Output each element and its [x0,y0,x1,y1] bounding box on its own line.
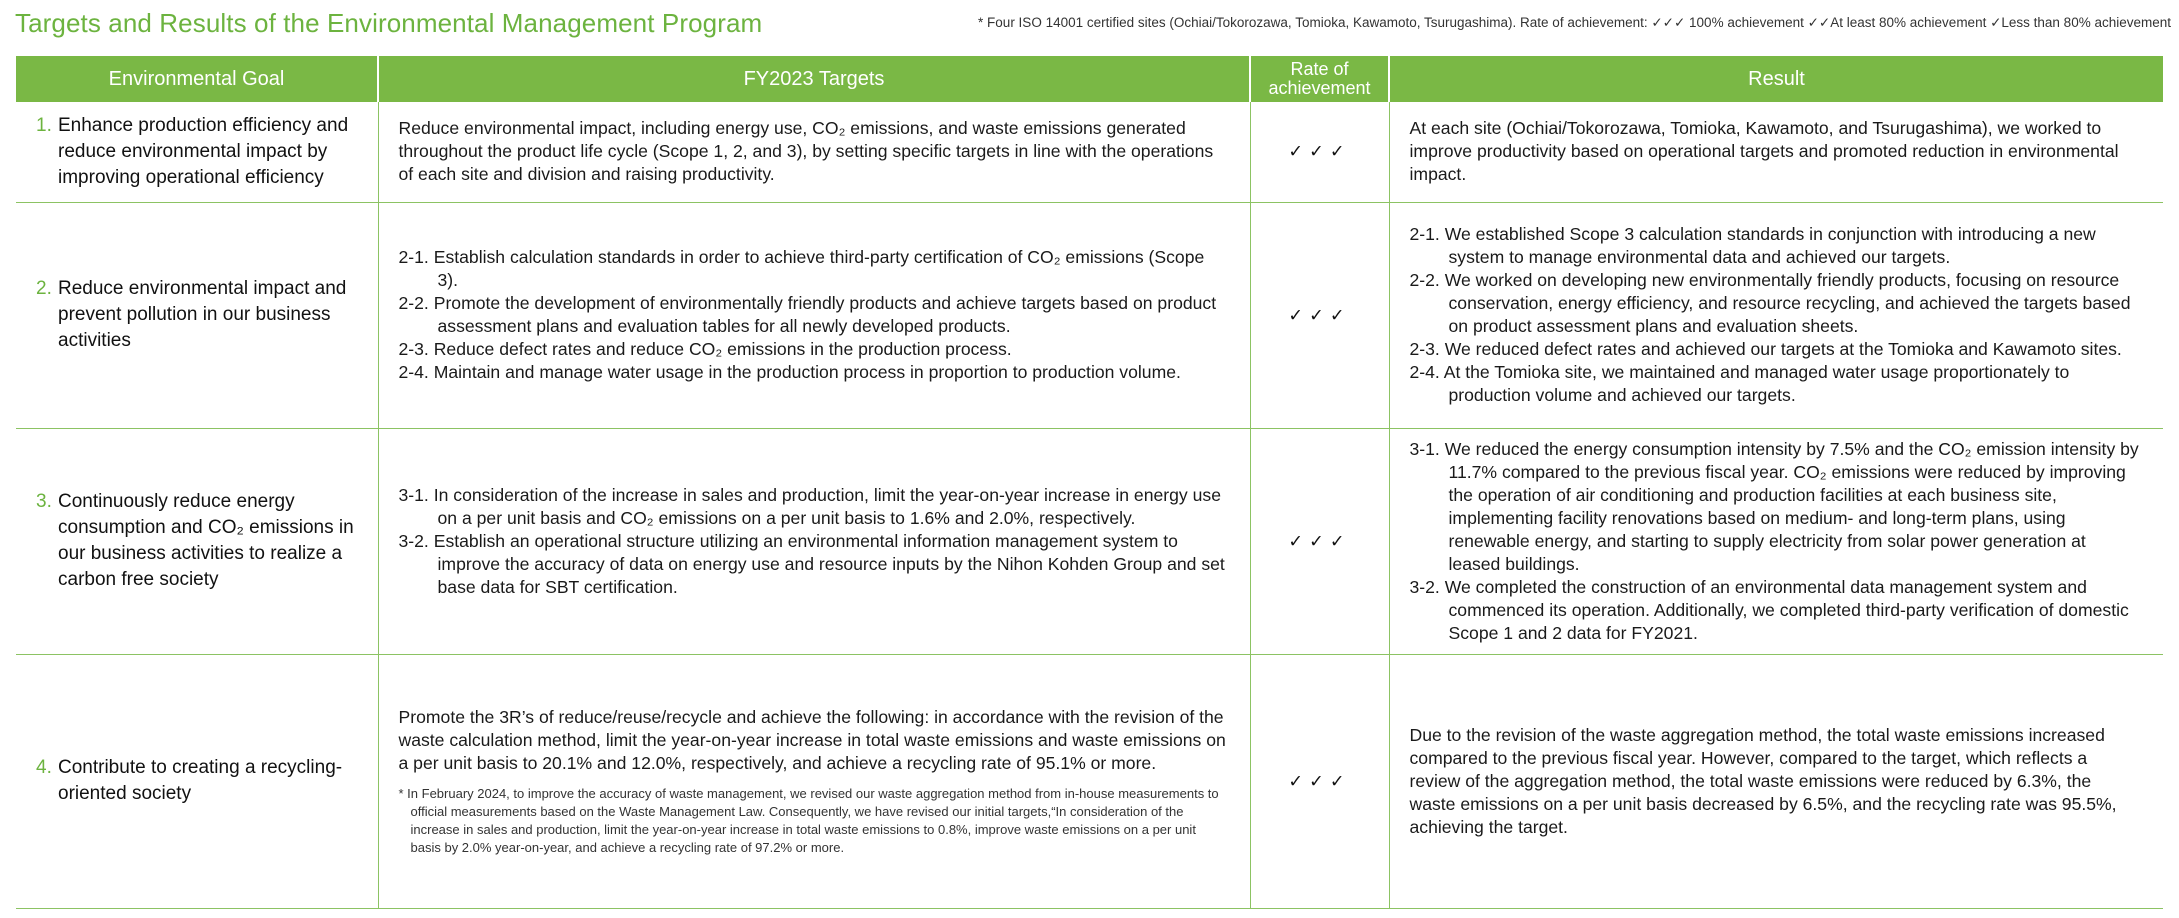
targets-cell [378,202,1250,428]
goal-text: Continuously reduce energy consumption and CO₂ emissions in our business activities to realize a carbon free society [58,491,354,590]
targets-cell [378,102,1250,202]
targets-cell [378,654,1250,908]
header-rate-line2: achievement [1268,78,1371,98]
target-item: 2-4. Maintain and manage water usage in the production process in proportion to production volume. [398,362,1181,382]
goal-number: 4. [36,757,52,778]
result-item: 2-3. We reduced defect rates and achieved our targets at the Tomioka and Kawamoto sites. [1409,339,2122,359]
rate-cell: ✓✓✓ [1250,202,1389,428]
goal-text: Contribute to creating a recycling-oriented society [58,757,343,804]
header-rate-line1: Rate of [1290,59,1349,79]
header-rate [1250,56,1389,102]
goal-number: 1. [36,114,52,136]
result-item: Due to the revision of the waste aggregation method, the total waste emissions increased compared to the previous fiscal year. However, compared to the target, which reflects a review of the aggregation method, the total waste emissions were reduced by 6.3%, the waste emissions on a per unit basis decreased by 6.5%, and the recycling rate was 95.5%, achieving the target. [1409,724,2117,837]
target-footnote: * In February 2024, to improve the accuracy of waste management, we revised our waste aggregation method from in-house measurements to official measurements based on the Waste Management Law. Consequently, we have revised our initial targets,“In consideration of the increase in sales and production, limit the year-on-year increase in total waste emissions to 0.8%, improve waste emissions on a per unit basis by 2.0% year-on-year, and achieve a recycling rate of 97.2% or more. [398,785,1219,855]
target-item: 2-1. Establish calculation standards in order to achieve third-party certification of CO₂ emissions (Scope 3). [398,247,1205,290]
header-targets: FY2023 Targets [378,56,1250,102]
table-header-row [16,56,2163,102]
goal-cell [16,654,378,908]
rate-cell: ✓✓✓ [1250,654,1389,908]
result-item: 3-2. We completed the construction of an environmental data management system and commenced its operation. Additionally, we completed third-party verification of domestic Scope 1 and 2 data for FY2021. [1409,576,2129,643]
result-item: 2-1. We established Scope 3 calculation standards in conjunction with introducing a new system to manage environmental data and achieved our targets. [1409,224,2096,267]
result-cell [1389,428,2163,654]
goal-cell [16,202,378,428]
result-cell [1389,654,2163,908]
page-title: Targets and Results of the Environmental Management Program [15,8,763,38]
target-item: 2-3. Reduce defect rates and reduce CO₂ emissions in the production process. [398,339,1012,359]
result-cell [1389,202,2163,428]
goal-text: Enhance production efficiency and reduce environmental impact by improving operational efficiency [58,114,349,188]
result-cell [1389,102,2163,202]
legend-note: * Four ISO 14001 certified sites (Ochiai/Tokorozawa, Tomioka, Kawamoto, Tsurugashima). Rate of achievement: ✓✓✓ 100% achievement ✓✓At least 80% achievement ✓Less than 80% achievement [978,15,2171,30]
table-row [16,428,2163,654]
target-item: 2-2. Promote the development of environmentally friendly products and achieve targets based on product assessment plans and evaluation tables for all newly developed products. [398,293,1217,336]
result-item: 2-4. At the Tomioka site, we maintained and managed water usage proportionately to production volume and achieved our targets. [1409,362,2070,405]
goal-number: 3. [36,491,52,512]
target-item: 3-1. In consideration of the increase in sales and production, limit the year-on-year increase in energy use on a per unit basis and CO₂ emissions on a per unit basis to 1.6% and 2.0%, respectively. [398,484,1221,528]
targets-cell [378,428,1250,654]
rate-cell: ✓✓✓ [1250,102,1389,202]
table-row [16,654,2163,908]
table-row [16,202,2163,428]
result-item: At each site (Ochiai/Tokorozawa, Tomioka, Kawamoto, and Tsurugashima), we worked to improve productivity based on operational targets and promoted reduction in environmental impact. [1409,118,2119,185]
rate-cell: ✓✓✓ [1250,428,1389,654]
result-item: 3-1. We reduced the energy consumption intensity by 7.5% and the CO₂ emission intensity by 11.7% compared to the previous fiscal year. CO₂ emissions were reduced by improving the operation of air conditioning and production facilities at each business site, implementing facility renovations based on medium- and long-term plans, using renewable energy, and starting to supply electricity from solar power generation at leased buildings. [1409,438,2139,574]
table-row [16,102,2163,202]
result-item: 2-2. We worked on developing new environmentally friendly products, focusing on resource conservation, energy efficiency, and resource recycling, and achieved the targets based on product assessment plans and evaluation sheets. [1409,270,2131,336]
target-item: Promote the 3R’s of reduce/reuse/recycle and achieve the following: in accordance with the revision of the waste calculation method, limit the year-on-year increase in total waste emissions and waste emissions on a per unit basis to 20.1% and 12.0%, respectively, and achieve a recycling rate of 95.1% or more. [398,706,1226,773]
goal-cell [16,102,378,202]
goal-text: Reduce environmental impact and prevent pollution in our business activities [58,278,347,351]
program-table [16,56,2163,909]
header-result: Result [1389,56,2163,102]
target-item: 3-2. Establish an operational structure utilizing an environmental information management system to improve the accuracy of data on energy use and resource inputs by the Nihon Kohden Group and set base data for SBT certification. [398,530,1225,597]
target-item: Reduce environmental impact, including energy use, CO₂ emissions, and waste emissions generated throughout the product life cycle (Scope 1, 2, and 3), by setting specific targets in line with the operations of each site and division and raising productivity. [398,118,1214,185]
goal-cell [16,428,378,654]
header-goal: Environmental Goal [16,56,378,102]
goal-number: 2. [36,278,52,299]
